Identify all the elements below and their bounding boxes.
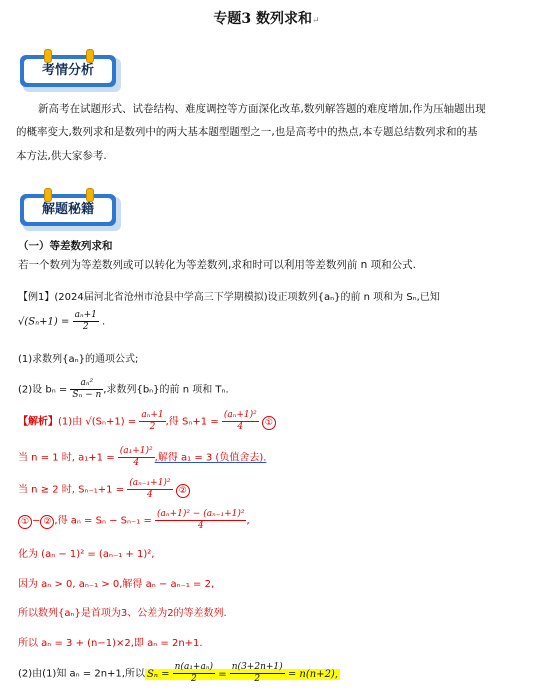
- solution-line-1: [18, 410, 276, 433]
- pin-icon: [44, 188, 52, 202]
- frac-num: n(a₁+aₙ): [174, 662, 213, 672]
- l1-fraction: [139, 410, 165, 433]
- frac-num: n(3+2n+1): [231, 662, 283, 672]
- q2-fraction: [70, 378, 103, 401]
- solution-line-4: ① − ② ,得 aₙ = Sₙ − Sₙ₋₁ = $\frac{\text{(aₙ+1)² − (aₙ₋₁+1)²}}{4}$ ,: [18, 509, 250, 532]
- section-header-analysis: [20, 53, 120, 93]
- example-source: (2024届河北省沧州市沧县中学高三下学期模拟)设正项数列{aₙ}的前 n 项和为 Sₙ,已知: [54, 292, 440, 303]
- l9-s: Sₙ =: [146, 668, 170, 680]
- paragraph-mark: ↵: [312, 16, 320, 26]
- example-condition: √(Sₙ+1) = $\frac{\text{aₙ+1}}{2}$ .: [18, 310, 106, 332]
- section-title-secrets: 解题秘籍: [24, 198, 112, 222]
- frac-den: 2: [190, 674, 197, 684]
- frac-num: aₙ+1: [141, 410, 164, 420]
- q2-post: ,求数列{bₙ}的前 n 项和 Tₙ.: [103, 384, 229, 396]
- frac-num: aₙ²: [70, 378, 103, 390]
- solution-line-7: 所以数列{aₙ}是首项为3、公差为2的等差数列.: [18, 608, 227, 619]
- frac-num: (aₙ+1)²: [223, 410, 257, 420]
- solution-line-6: 因为 aₙ > 0, aₙ₋₁ > 0,解得 aₙ − aₙ₋₁ = 2,: [18, 579, 215, 590]
- minus-sign: −: [32, 515, 41, 527]
- solution-line-9: [18, 662, 340, 685]
- equation-tag: ①: [262, 416, 276, 430]
- frac-den: 4: [147, 490, 153, 500]
- equation-tag: ②: [40, 515, 54, 529]
- l2-post: ,解得 a₁ = 3 (负值舍去).: [154, 452, 267, 464]
- l2-pre: 当 n = 1 时, a₁+1 =: [18, 452, 115, 464]
- question-2: [18, 378, 229, 401]
- equation-tag: ①: [18, 515, 32, 529]
- subsection-heading: （一）等差数列求和: [18, 240, 113, 252]
- frac-num: (a₁+1)²: [119, 446, 153, 456]
- header-box: [20, 55, 116, 87]
- frac-num: (aₙ+1)² − (aₙ₋₁+1)²: [157, 509, 245, 519]
- l9-fraction-2: [230, 662, 285, 685]
- l4-fraction: [155, 509, 246, 532]
- l3-fraction: [127, 478, 172, 501]
- l9-fraction-1: [173, 662, 215, 685]
- highlighted-formula: [145, 662, 340, 684]
- pin-icon: [44, 49, 52, 63]
- section-header-secrets: [20, 192, 120, 232]
- title-text: 专题3 数列求和: [213, 11, 313, 27]
- solution-line-3: [18, 478, 190, 501]
- page-title: [0, 8, 533, 28]
- intro-line-1: 新高考在试题形式、试卷结构、难度调控等方面深化改革,数列解答题的难度增加,作为压轴题出现: [38, 103, 486, 115]
- header-box: [20, 194, 116, 226]
- question-1: (1)求数列{aₙ}的通项公式;: [18, 354, 139, 365]
- pin-icon: [86, 49, 94, 63]
- example-label: 【例1】: [18, 292, 55, 303]
- frac-den: 2: [254, 674, 261, 684]
- solution-label: 【解析】: [18, 416, 58, 428]
- l1-mid: ,得 Sₙ+1 =: [165, 416, 219, 428]
- l2-fraction: [118, 446, 155, 469]
- solution-line-5: 化为 (aₙ − 1)² = (aₙ₋₁ + 1)²,: [18, 549, 155, 560]
- condition-fraction: [73, 310, 99, 333]
- equation-tag: ②: [176, 484, 190, 498]
- l4-pre: ,得 aₙ = Sₙ − Sₙ₋₁ =: [54, 515, 152, 527]
- l1-pre: (1)由 √(Sₙ+1) =: [58, 416, 137, 428]
- l9-pre: (2)由(1)知 aₙ = 2n+1,所以: [18, 668, 145, 680]
- l9-tail: = n(n+2),: [287, 668, 339, 680]
- l9-eq: =: [218, 668, 227, 680]
- intro-line-2: 的概率变大,数列求和是数列中的两大基本题型题型之一,也是高考中的热点,本专题总结数列求和的基: [16, 126, 478, 138]
- solution-line-8: 所以 aₙ = 3 + (n−1)×2,即 aₙ = 2n+1.: [18, 638, 203, 649]
- section-title-analysis: 考情分析: [24, 59, 112, 83]
- subsection-text: 若一个数列为等差数列或可以转化为等差数列,求和时可以利用等差数列前 n 项和公式.: [18, 259, 417, 271]
- example-line: [18, 288, 440, 303]
- pin-icon: [86, 188, 94, 202]
- frac-den: 2: [82, 322, 89, 332]
- frac-num: aₙ+1: [74, 310, 97, 320]
- intro-line-3: 本方法,供大家参考.: [16, 150, 107, 162]
- frac-den: 4: [237, 422, 244, 432]
- frac-den: 4: [133, 458, 140, 468]
- l3-pre: 当 n ≥ 2 时, Sₙ₋₁+1 =: [18, 484, 125, 496]
- frac-den: Sₙ − n: [72, 390, 102, 400]
- l1-fraction-2: [222, 410, 259, 433]
- frac-den: 2: [149, 422, 156, 432]
- solution-line-2: [18, 446, 266, 469]
- frac-den: 4: [197, 521, 204, 531]
- condition-left: √(Sₙ+1) =: [18, 316, 70, 328]
- frac-num: (aₙ₋₁+1)²: [129, 478, 171, 488]
- q2-pre: (2)设 bₙ =: [18, 384, 68, 396]
